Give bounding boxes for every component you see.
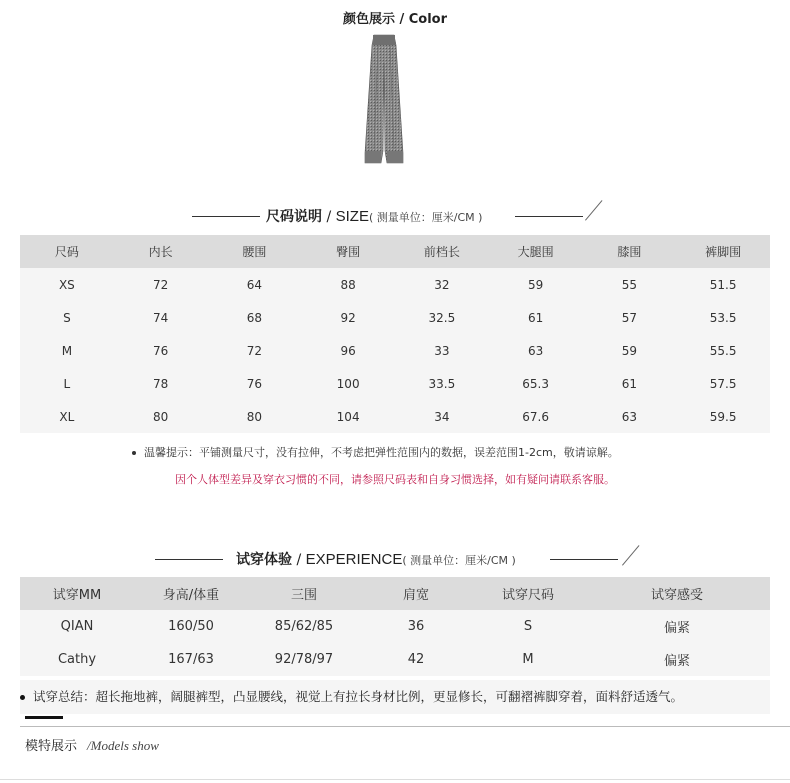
table-cell: 59.5 bbox=[676, 400, 770, 433]
experience-section-title: 试穿体验 / EXPERIENCE( 测量单位：厘米/CM ) bbox=[236, 551, 516, 568]
table-cell: 55.5 bbox=[676, 334, 770, 367]
table-cell: 61 bbox=[489, 301, 583, 334]
table-row bbox=[20, 367, 770, 400]
table-cell: 72 bbox=[208, 334, 302, 367]
size-table bbox=[20, 235, 770, 433]
table-cell: 68 bbox=[208, 301, 302, 334]
experience-col-header: 试穿尺码 bbox=[472, 577, 584, 610]
table-cell: 33.5 bbox=[395, 367, 489, 400]
experience-table-header-row bbox=[20, 577, 770, 610]
table-cell: 80 bbox=[114, 400, 208, 433]
table-cell: 偏紧 bbox=[584, 643, 770, 676]
table-row bbox=[20, 643, 770, 676]
experience-summary: 试穿总结：超长拖地裤，阔腿裤型，凸显腰线，视觉上有拉长身材比例，更显修长，可翻褶裤脚穿着，面料舒适透气。 bbox=[20, 680, 770, 714]
size-section-header bbox=[0, 204, 790, 228]
header-rule-left bbox=[192, 216, 260, 217]
experience-col-header: 三围 bbox=[248, 577, 360, 610]
table-cell: 92/78/97 bbox=[248, 643, 360, 676]
table-cell: S bbox=[472, 610, 584, 643]
size-col-header: 前档长 bbox=[395, 235, 489, 268]
size-table-header-row bbox=[20, 235, 770, 268]
size-col-header: 尺码 bbox=[20, 235, 114, 268]
table-cell: 57.5 bbox=[676, 367, 770, 400]
table-cell: 96 bbox=[301, 334, 395, 367]
table-cell: 34 bbox=[395, 400, 489, 433]
table-cell: 33 bbox=[395, 334, 489, 367]
table-row bbox=[20, 400, 770, 433]
header-rule-left bbox=[155, 559, 223, 560]
table-row bbox=[20, 301, 770, 334]
size-warning: 因个人体型差异及穿衣习惯的不同，请参照尺码表和自身习惯选择，如有疑问请联系客服。 bbox=[175, 473, 615, 486]
table-cell: 57 bbox=[583, 301, 677, 334]
table-cell: XS bbox=[20, 268, 114, 301]
table-cell: 32.5 bbox=[395, 301, 489, 334]
gray-trousers-image bbox=[362, 33, 406, 165]
color-section-title: 颜色展示 / Color bbox=[342, 12, 448, 27]
table-cell: 104 bbox=[301, 400, 395, 433]
size-col-header: 臀围 bbox=[301, 235, 395, 268]
size-col-header: 内长 bbox=[114, 235, 208, 268]
size-col-header: 大腿围 bbox=[489, 235, 583, 268]
header-slash bbox=[622, 545, 639, 566]
bullet-icon bbox=[20, 695, 25, 700]
section-accent-bar bbox=[25, 716, 63, 719]
bullet-icon bbox=[132, 451, 136, 455]
models-section-title: 模特展示 /Models show bbox=[25, 738, 159, 754]
table-cell: 59 bbox=[583, 334, 677, 367]
experience-table bbox=[20, 577, 770, 676]
table-cell: 72 bbox=[114, 268, 208, 301]
header-rule-right bbox=[515, 216, 583, 217]
divider bbox=[0, 779, 790, 780]
experience-col-header: 试穿感受 bbox=[584, 577, 770, 610]
table-cell: 63 bbox=[489, 334, 583, 367]
table-row bbox=[20, 610, 770, 643]
table-cell: 32 bbox=[395, 268, 489, 301]
table-cell: 64 bbox=[208, 268, 302, 301]
table-cell: 88 bbox=[301, 268, 395, 301]
table-cell: M bbox=[20, 334, 114, 367]
table-cell: 160/50 bbox=[134, 610, 248, 643]
header-slash bbox=[585, 200, 602, 221]
experience-section-header bbox=[0, 547, 790, 571]
table-cell: 偏紧 bbox=[584, 610, 770, 643]
experience-col-header: 身高/体重 bbox=[134, 577, 248, 610]
size-col-header: 腰围 bbox=[208, 235, 302, 268]
size-col-header: 膝围 bbox=[583, 235, 677, 268]
table-cell: QIAN bbox=[20, 610, 134, 643]
table-cell: 80 bbox=[208, 400, 302, 433]
table-cell: 55 bbox=[583, 268, 677, 301]
size-section-title: 尺码说明 / SIZE( 测量单位：厘米/CM ) bbox=[266, 208, 483, 225]
table-cell: 36 bbox=[360, 610, 472, 643]
table-cell: M bbox=[472, 643, 584, 676]
table-cell: 63 bbox=[583, 400, 677, 433]
experience-col-header: 试穿MM bbox=[20, 577, 134, 610]
table-cell: 76 bbox=[208, 367, 302, 400]
table-cell: Cathy bbox=[20, 643, 134, 676]
table-cell: 100 bbox=[301, 367, 395, 400]
table-cell: 59 bbox=[489, 268, 583, 301]
table-cell: 167/63 bbox=[134, 643, 248, 676]
table-row bbox=[20, 268, 770, 301]
table-cell: 85/62/85 bbox=[248, 610, 360, 643]
table-row bbox=[20, 334, 770, 367]
table-cell: L bbox=[20, 367, 114, 400]
table-cell: 92 bbox=[301, 301, 395, 334]
table-cell: 78 bbox=[114, 367, 208, 400]
table-cell: 65.3 bbox=[489, 367, 583, 400]
table-cell: 53.5 bbox=[676, 301, 770, 334]
table-cell: 67.6 bbox=[489, 400, 583, 433]
size-col-header: 裤脚围 bbox=[676, 235, 770, 268]
table-cell: XL bbox=[20, 400, 114, 433]
size-note: 温馨提示：平铺测量尺寸，没有拉伸，不考虑把弹性范围内的数据，误差范围1-2cm，敬请谅解。 bbox=[132, 444, 619, 460]
table-cell: 51.5 bbox=[676, 268, 770, 301]
header-rule-right bbox=[550, 559, 618, 560]
table-cell: 42 bbox=[360, 643, 472, 676]
table-cell: 74 bbox=[114, 301, 208, 334]
divider bbox=[20, 726, 790, 727]
table-cell: 76 bbox=[114, 334, 208, 367]
experience-col-header: 肩宽 bbox=[360, 577, 472, 610]
table-cell: S bbox=[20, 301, 114, 334]
table-cell: 61 bbox=[583, 367, 677, 400]
